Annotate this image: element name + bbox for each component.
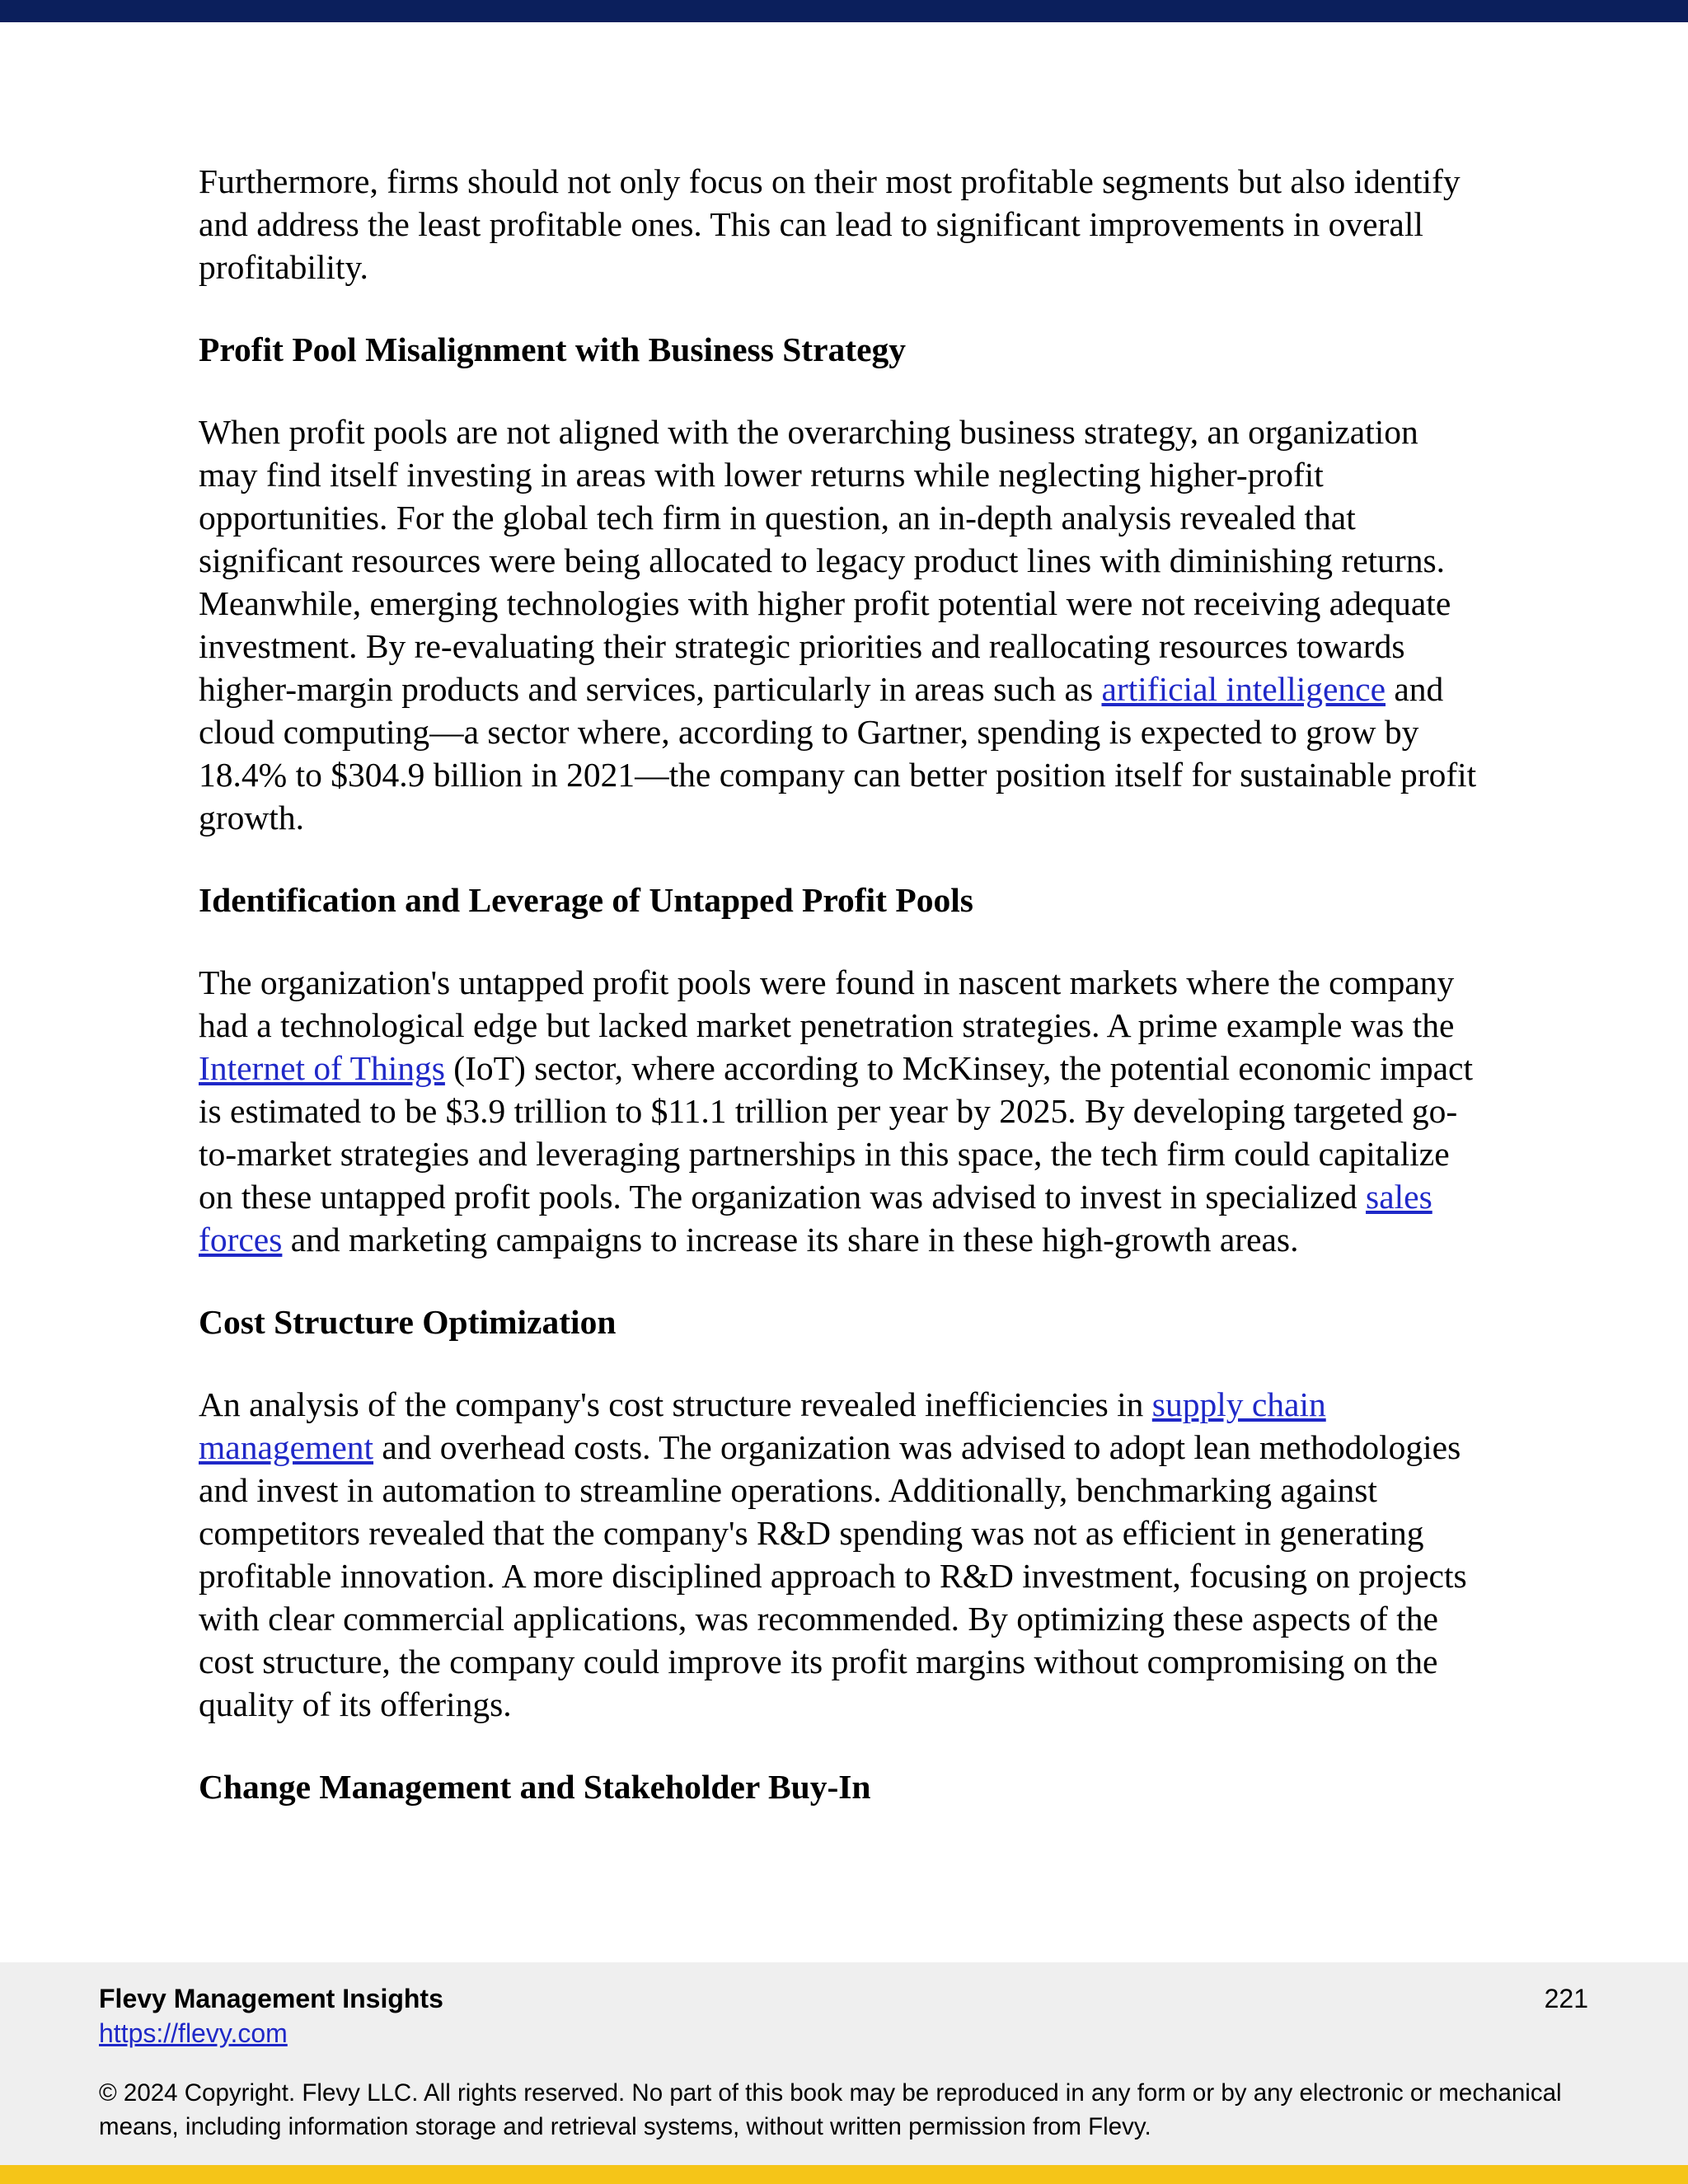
link-internet-of-things[interactable]: Internet of Things: [199, 1049, 445, 1087]
paragraph-profitable-segments: Furthermore, firms should not only focus on their most profitable segments but also identify and address the least profitable ones. This can lead to significant improvements in overall profitability.: [199, 162, 1461, 286]
heading-profit-pool-misalignment: Profit Pool Misalignment with Business Strategy: [199, 330, 907, 368]
link-artificial-intelligence[interactable]: artificial intelligence: [1101, 670, 1386, 708]
heading-cost-structure: Cost Structure Optimization: [199, 1303, 617, 1341]
text-span: and overhead costs. The organization was advised to adopt lean methodologies and invest in automation to streamline operations. Additionally, benchmarking against competitors revealed that the company's R&D spending was not as efficient in generating profitable innovation. A more disciplined approach to R&D investment, focusing on projects with clear commercial applications, was recommended. By optimizing these aspects of the cost structure, the company could improve its profit margins without compromising on the quality of its offerings.: [199, 1428, 1467, 1723]
text-span: and marketing campaigns to increase its share in these high-growth areas.: [282, 1221, 1299, 1258]
heading-untapped-profit-pools: Identification and Leverage of Untapped Profit Pools: [199, 881, 973, 919]
heading-change-management: Change Management and Stakeholder Buy-In: [199, 1768, 871, 1806]
paragraph-untapped-pools: [199, 961, 1484, 1261]
text-span: When profit pools are not aligned with the overarching business strategy, an organization may find itself investing in areas with lower returns while neglecting higher-profit opportunities. For the global tech firm in question, an in-depth analysis revealed that significant resources were being allocated to legacy product lines with diminishing returns. Meanwhile, emerging technologies with higher profit potential were not receiving adequate investment. By re-evaluating their strategic priorities and reallocating resources towards higher-margin products and services, particularly in areas such as: [199, 413, 1451, 708]
link-supply-chain-management[interactable]: supply chain management: [199, 1385, 1326, 1466]
link-sales-forces[interactable]: sales forces: [199, 1178, 1432, 1258]
top-accent-bar: [0, 0, 1688, 22]
footer-brand: Flevy Management Insights: [99, 1984, 443, 2013]
bottom-accent-bar: [0, 2165, 1688, 2184]
page-number: 221: [1544, 1984, 1588, 2013]
text-span: and cloud computing—a sector where, according to Gartner, spending is expected to grow by 18.4% to $304.9 billion in 2021—the company can better position itself for sustainable profit growth.: [199, 670, 1477, 837]
text-span: An analysis of the company's cost structure revealed inefficiencies in: [199, 1385, 1152, 1423]
paragraph-misalignment: [199, 410, 1484, 839]
footer-website-link[interactable]: https://flevy.com: [99, 2018, 288, 2048]
page-footer: [0, 1962, 1688, 2165]
paragraph-cost-structure: [199, 1383, 1484, 1726]
page-content: [199, 160, 1484, 1848]
text-span: The organization's untapped profit pools were found in nascent markets where the company had a technological edge but lacked market penetration strategies. A prime example was the: [199, 963, 1455, 1044]
text-span: (IoT) sector, where according to McKinsey, the potential economic impact is estimated to be $3.9 trillion to $11.1 trillion per year by 2025. By developing targeted go-to-market strategies and leveraging partnerships in this space, the tech firm could capitalize on these untapped profit pools. The organization was advised to invest in specialized: [199, 1049, 1473, 1216]
footer-copyright: © 2024 Copyright. Flevy LLC. All rights reserved. No part of this book may be reproduced in any form or by any electronic or mechanical means, including information storage and retrieval systems, without written permission from Flevy.: [99, 2079, 1562, 2140]
